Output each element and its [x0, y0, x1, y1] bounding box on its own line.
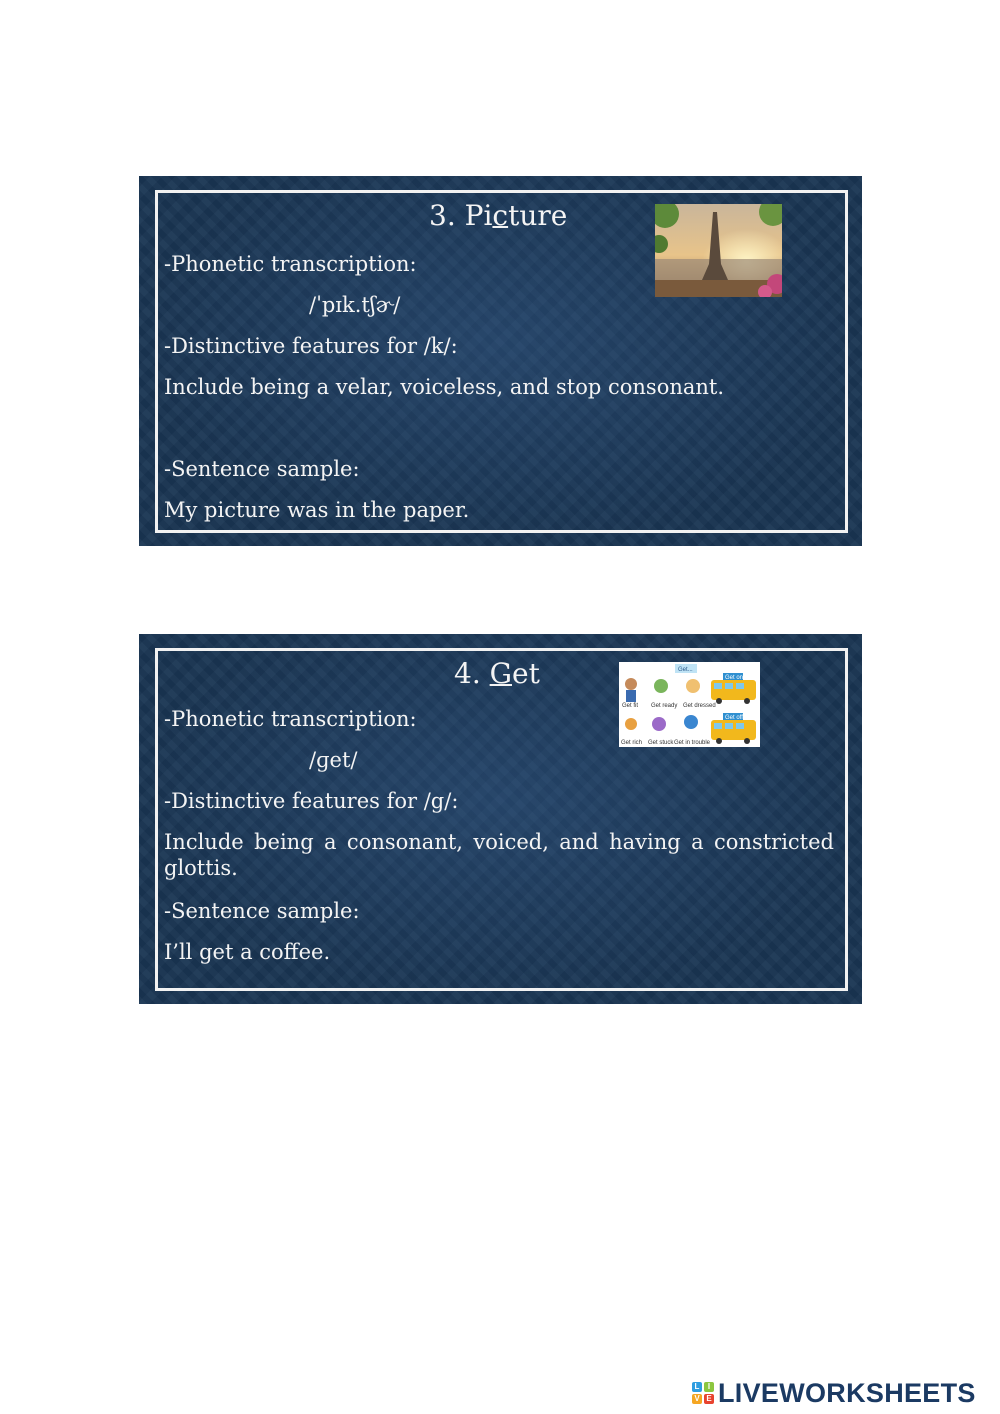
slide-title [429, 198, 567, 233]
sentence-label: -Sentence sample: [164, 899, 360, 923]
title-prefix: 4. [454, 657, 490, 690]
img-label-get-dressed: Get dressed [683, 703, 716, 709]
title-prefix: 3. Pi [429, 199, 493, 232]
img-label-header: Get... [678, 667, 693, 673]
slide-get [139, 634, 862, 1004]
features-label: -Distinctive features for /g/: [164, 789, 459, 813]
slide-picture [139, 176, 862, 546]
transcription: /ɡet/ [309, 748, 358, 772]
get-illustration [619, 662, 760, 747]
img-label-get-rich: Get rich [621, 740, 643, 746]
logo-block: L [692, 1382, 702, 1392]
features-text: Include being a consonant, voiced, and having a constricted glottis. [164, 830, 834, 881]
sentence-text: My picture was in the paper. [164, 498, 470, 522]
logo-block: V [692, 1394, 702, 1404]
title-suffix: et [512, 657, 540, 690]
features-label: -Distinctive features for /k/: [164, 334, 458, 358]
img-label-get-fit: Get fit [622, 703, 639, 709]
slide-title [454, 656, 540, 691]
liveworksheets-logo[interactable] [692, 1378, 976, 1408]
img-label-get-on: Get on [725, 675, 744, 681]
features-text: Include being a velar, voiceless, and stop consonant. [164, 375, 725, 399]
transcription: /ˈpɪk.tʃɚ/ [309, 293, 401, 317]
img-label-get-off: Get off [725, 715, 743, 721]
logo-block: E [704, 1394, 714, 1404]
logo-blocks-icon [692, 1382, 714, 1404]
title-highlight: G [489, 657, 512, 690]
img-label-get-in-trouble: Get in trouble [674, 740, 711, 746]
logo-block: I [704, 1382, 714, 1392]
sentence-label: -Sentence sample: [164, 457, 360, 481]
logo-text: LIVEWORKSHEETS [718, 1377, 976, 1408]
title-suffix: ture [508, 199, 568, 232]
title-highlight: c [492, 199, 509, 232]
phonetic-label: -Phonetic transcription: [164, 707, 417, 731]
eiffel-tower-image [655, 204, 782, 297]
phonetic-label: -Phonetic transcription: [164, 252, 417, 276]
img-label-get-ready: Get ready [651, 703, 678, 709]
sentence-text: I’ll get a coffee. [164, 940, 331, 964]
img-label-get-stuck: Get stuck [648, 740, 674, 746]
